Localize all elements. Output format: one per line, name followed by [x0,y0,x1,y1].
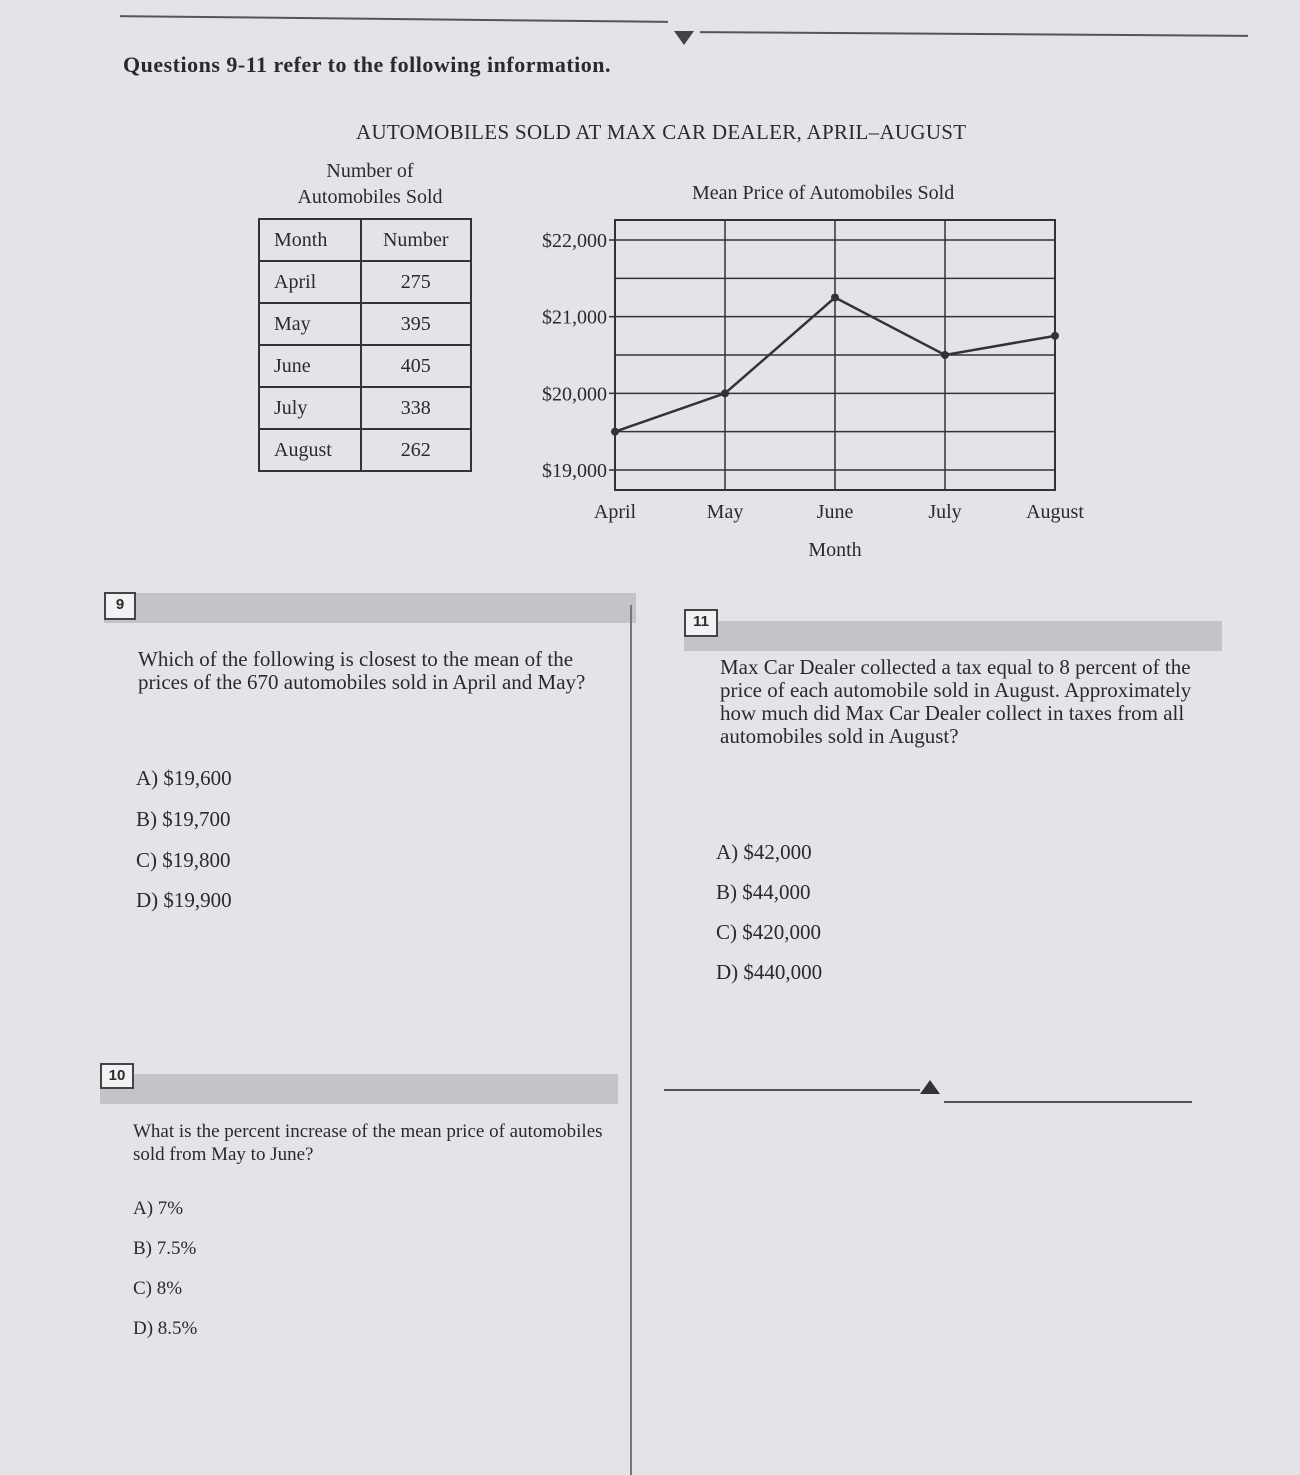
q9-question: Which of the following is closest to the mean of the prices of the 670 automobiles sold in April and May? [138,647,586,694]
q11-number: 11 [684,609,718,637]
month-cell: April [259,261,361,303]
x-tick-label: July [928,501,962,523]
q10-choice-a[interactable]: A) 7% [133,1198,184,1219]
data-point [1051,332,1059,340]
scroll-up-marker-icon [674,31,694,45]
data-point [941,351,949,359]
q9-header-bar [104,593,636,623]
table-header-row [259,219,471,261]
chart-title: Mean Price of Automobiles Sold [692,182,955,204]
x-axis-label: Month [808,539,862,561]
q10-choice-d[interactable]: D) 8.5% [133,1318,198,1339]
q10-choice-b[interactable]: B) 7.5% [133,1238,197,1259]
month-cell: June [259,345,361,387]
q9-choice-b[interactable]: B) $19,700 [136,807,231,831]
bottom-rule-right [944,1101,1192,1103]
y-tick-label: $19,000 [542,460,607,482]
x-tick-label: June [816,501,854,523]
data-point [831,294,839,302]
q10-question: What is the percent increase of the mean price of automobiles sold from May to June? [133,1121,603,1165]
table-title [250,158,490,210]
month-cell: May [259,303,361,345]
y-tick-label: $20,000 [542,383,607,406]
month-cell: July [259,387,361,429]
table-title-line2: Automobiles Sold [297,186,443,208]
header-month: Month [259,219,361,261]
x-tick-label: April [593,501,637,523]
q10-number: 10 [100,1063,134,1089]
q11-header-bar [684,621,1222,651]
column-divider [630,605,632,1475]
x-tick-label: August [1026,501,1084,523]
x-tick-label: May [706,501,744,523]
number-cell: 405 [361,345,471,387]
top-rule-left [120,15,668,23]
y-tick-label: $21,000 [542,306,607,329]
table-row [259,345,471,387]
table-row [259,387,471,429]
table-row [259,303,471,345]
table-title-line1: Number of [326,160,414,182]
number-cell: 275 [361,261,471,303]
q11-choice-d[interactable]: D) $440,000 [716,960,823,984]
number-cell: 338 [361,387,471,429]
data-point [611,428,619,436]
q11-choice-a[interactable]: A) $42,000 [716,840,812,864]
q10-header-bar [100,1074,618,1104]
q11-choice-b[interactable]: B) $44,000 [716,880,811,904]
q10-choice-c[interactable]: C) 8% [133,1278,183,1299]
header-number: Number [361,219,471,261]
automobiles-sold-table [258,218,472,472]
bottom-rule-left [664,1089,920,1091]
y-tick-label: $22,000 [542,230,607,252]
top-rule-right [700,31,1248,37]
mean-price-line-chart [500,210,1100,561]
questions-intro: Questions 9-11 refer to the following information. [123,52,611,77]
q9-choice-c[interactable]: C) $19,800 [136,848,231,872]
figure-title: AUTOMOBILES SOLD AT MAX CAR DEALER, APRIL–AUGUST [356,120,967,144]
number-cell: 395 [361,303,471,345]
table-row [259,261,471,303]
month-cell: August [259,429,361,471]
q11-choice-c[interactable]: C) $420,000 [716,920,821,944]
table-row [259,429,471,471]
scroll-down-marker-icon [920,1080,940,1094]
q9-choice-d[interactable]: D) $19,900 [136,888,232,912]
data-point [721,389,729,397]
number-cell: 262 [361,429,471,471]
q11-question: Max Car Dealer collected a tax equal to 8 percent of the price of each automobile sold in August. Approximately how much did Max Car Dealer collect in taxes from all automobiles sold in August? [720,655,1192,748]
q9-choice-a[interactable]: A) $19,600 [136,766,232,790]
q9-number: 9 [104,592,136,620]
